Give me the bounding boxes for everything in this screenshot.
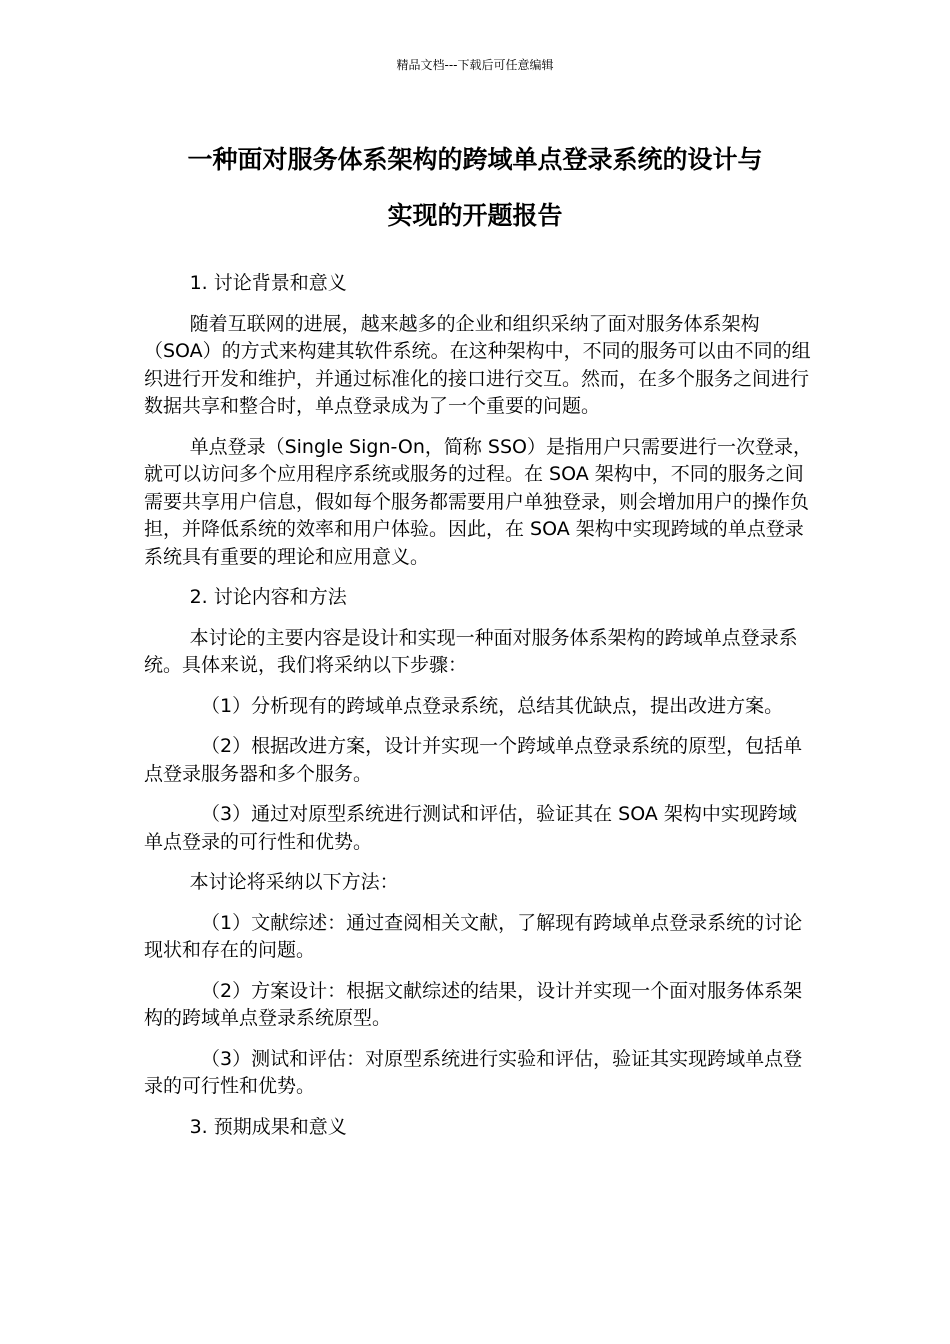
section-1-paragraph-1: 随着互联网的进展，越来越多的企业和组织采纳了面对服务体系架构（SOA）的方式来构建其软件系统。在这种架构中，不同的服务可以由不同的组织进行开发和维护，并通过标准化的接口进行交互。然而，在多个服务之间进行数据共享和整合时，单点登录成为了一个重要的问题。 [144, 312, 811, 417]
document-title-line-1: 一种面对服务体系架构的跨域单点登录系统的设计与 [187, 145, 763, 174]
section-2-paragraph-1: 本讨论的主要内容是设计和实现一种面对服务体系架构的跨域单点登录系统。具体来说，我们将采纳以下步骤： [144, 626, 798, 676]
section-2-step-1: （1）分析现有的跨域单点登录系统，总结其优缺点，提出改进方案。 [201, 694, 784, 717]
section-2-step-2: （2）根据改进方案，设计并实现一个跨域单点登录系统的原型，包括单点登录服务器和多个服务。 [144, 735, 803, 785]
section-2-method-2: （2）方案设计：根据文献综述的结果，设计并实现一个面对服务体系架构的跨域单点登录系统原型。 [144, 979, 803, 1029]
section-1-heading: 1. 讨论背景和意义 [189, 272, 347, 294]
page-header-note: 精品文档---下载后可任意编辑 [396, 58, 554, 72]
section-2-method-3: （3）测试和评估：对原型系统进行实验和评估，验证其实现跨域单点登录的可行性和优势。 [144, 1047, 803, 1097]
section-2-step-3: （3）通过对原型系统进行测试和评估，验证其在 SOA 架构中实现跨域单点登录的可行性和优势。 [144, 803, 797, 853]
section-2-paragraph-2: 本讨论将采纳以下方法： [189, 871, 399, 893]
section-2-method-1: （1）文献综述：通过查阅相关文献，了解现有跨域单点登录系统的讨论现状和存在的问题。 [144, 911, 803, 961]
document-title [100, 132, 850, 244]
section-2-heading: 2. 讨论内容和方法 [189, 586, 347, 608]
section-3-heading: 3. 预期成果和意义 [189, 1115, 347, 1138]
section-1-paragraph-2: 单点登录（Single Sign-On，简称 SSO）是指用户只需要进行一次登录，就可以访问多个应用程序系统或服务的过程。在 SOA 架构中，不同的服务之间需要共享用户信息，假如每个服务都需要用户单独登录，则会增加用户的操作负担，并降低系统的效率和用户体验。因此，在 SOA 架构中实现跨域的单点登录系统具有重要的理论和应用意义。 [144, 435, 812, 568]
document-body [144, 270, 812, 1154]
document-title-line-2: 实现的开题报告 [387, 201, 563, 230]
